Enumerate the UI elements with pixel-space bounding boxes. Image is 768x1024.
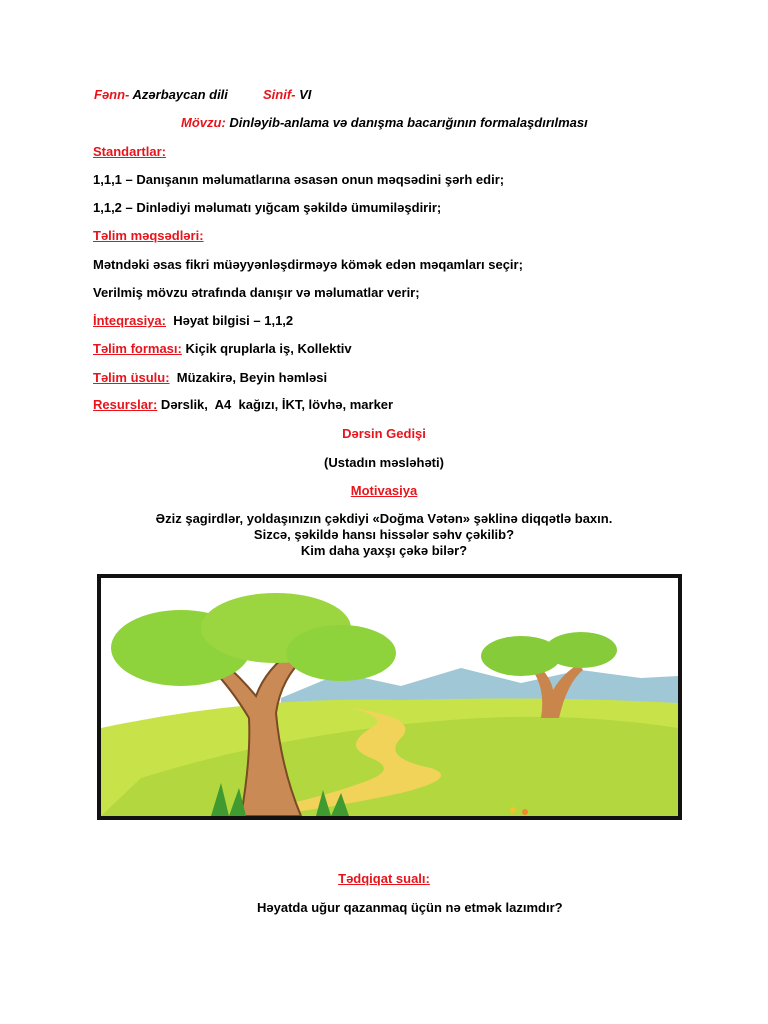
standard-item: 1,1,1 – Danışanın məlumatlarına əsasən onun məqsədini şərh edir; <box>93 172 505 187</box>
integration-line <box>93 313 293 329</box>
landscape-drawing <box>97 574 682 820</box>
training-method-label: Təlim üsulu: <box>93 370 170 385</box>
lesson-title: Dərsin Gedişi <box>342 426 426 441</box>
class-label: Sinif- <box>263 87 296 102</box>
resources-label: Resurslar: <box>93 397 158 412</box>
motivation-line: Sizcə, şəkildə hansı hissələr səhv çəkilib? <box>253 527 515 542</box>
subject-label: Fənn- <box>94 87 130 102</box>
flower-dot <box>522 809 528 815</box>
subject-value: Azərbaycan dili <box>132 87 228 102</box>
topic-line <box>181 115 588 131</box>
motivation-line: Kim daha yaxşı çəkə bilər? <box>300 543 468 558</box>
training-form-value: Kiçik qruplarla iş, Kollektiv <box>181 341 352 356</box>
small-tree-crown-right <box>545 632 617 668</box>
class-line <box>263 87 311 103</box>
resources-value: Dərslik, A4 kağızı, İKT, lövhə, marker <box>157 397 394 412</box>
big-tree-crown-right <box>286 625 396 681</box>
motivation-line: Əziz şagirdlər, yoldaşınızın çəkdiyi «Doğma Vətən» şəklinə diqqətlə baxın. <box>155 511 613 526</box>
landscape-illustration <box>101 578 678 816</box>
motivation-heading: Motivasiya <box>350 483 418 498</box>
research-question: Həyatda uğur qazanmaq üçün nə etmək lazımdır? <box>257 900 563 915</box>
goals-heading: Təlim məqsədləri: <box>93 228 204 243</box>
motivation-heading-wrap <box>0 483 768 499</box>
subject-line <box>94 87 228 103</box>
lesson-subtitle: (Ustadın məsləhəti) <box>324 455 444 470</box>
integration-value: Həyat bilgisi – 1,1,2 <box>165 313 294 328</box>
integration-label: İnteqrasiya: <box>93 313 166 328</box>
standards-heading: Standartlar: <box>93 144 166 159</box>
research-heading: Tədqiqat sualı: <box>338 871 430 886</box>
training-method-line <box>93 370 327 386</box>
training-form-line <box>93 341 352 357</box>
goal-item: Verilmiş mövzu ətrafında danışır və məlumatlar verir; <box>93 285 420 300</box>
resources-line <box>93 397 393 413</box>
flower-dot <box>510 807 516 813</box>
topic-label: Mövzu: <box>181 115 226 130</box>
topic-value: Dinləyib-anlama və danışma bacarığının formalaşdırılması <box>229 115 588 130</box>
training-method-value: Müzakirə, Beyin həmləsi <box>169 370 328 385</box>
goal-item: Mətndəki əsas fikri müəyyənləşdirməyə kömək edən məqamları seçir; <box>93 257 523 272</box>
training-form-label: Təlim forması: <box>93 341 182 356</box>
class-value: VI <box>299 87 312 102</box>
research-heading-wrap <box>0 871 768 887</box>
standard-item: 1,1,2 – Dinlədiyi məlumatı yığcam şəkildə ümumiləşdirir; <box>93 200 442 215</box>
